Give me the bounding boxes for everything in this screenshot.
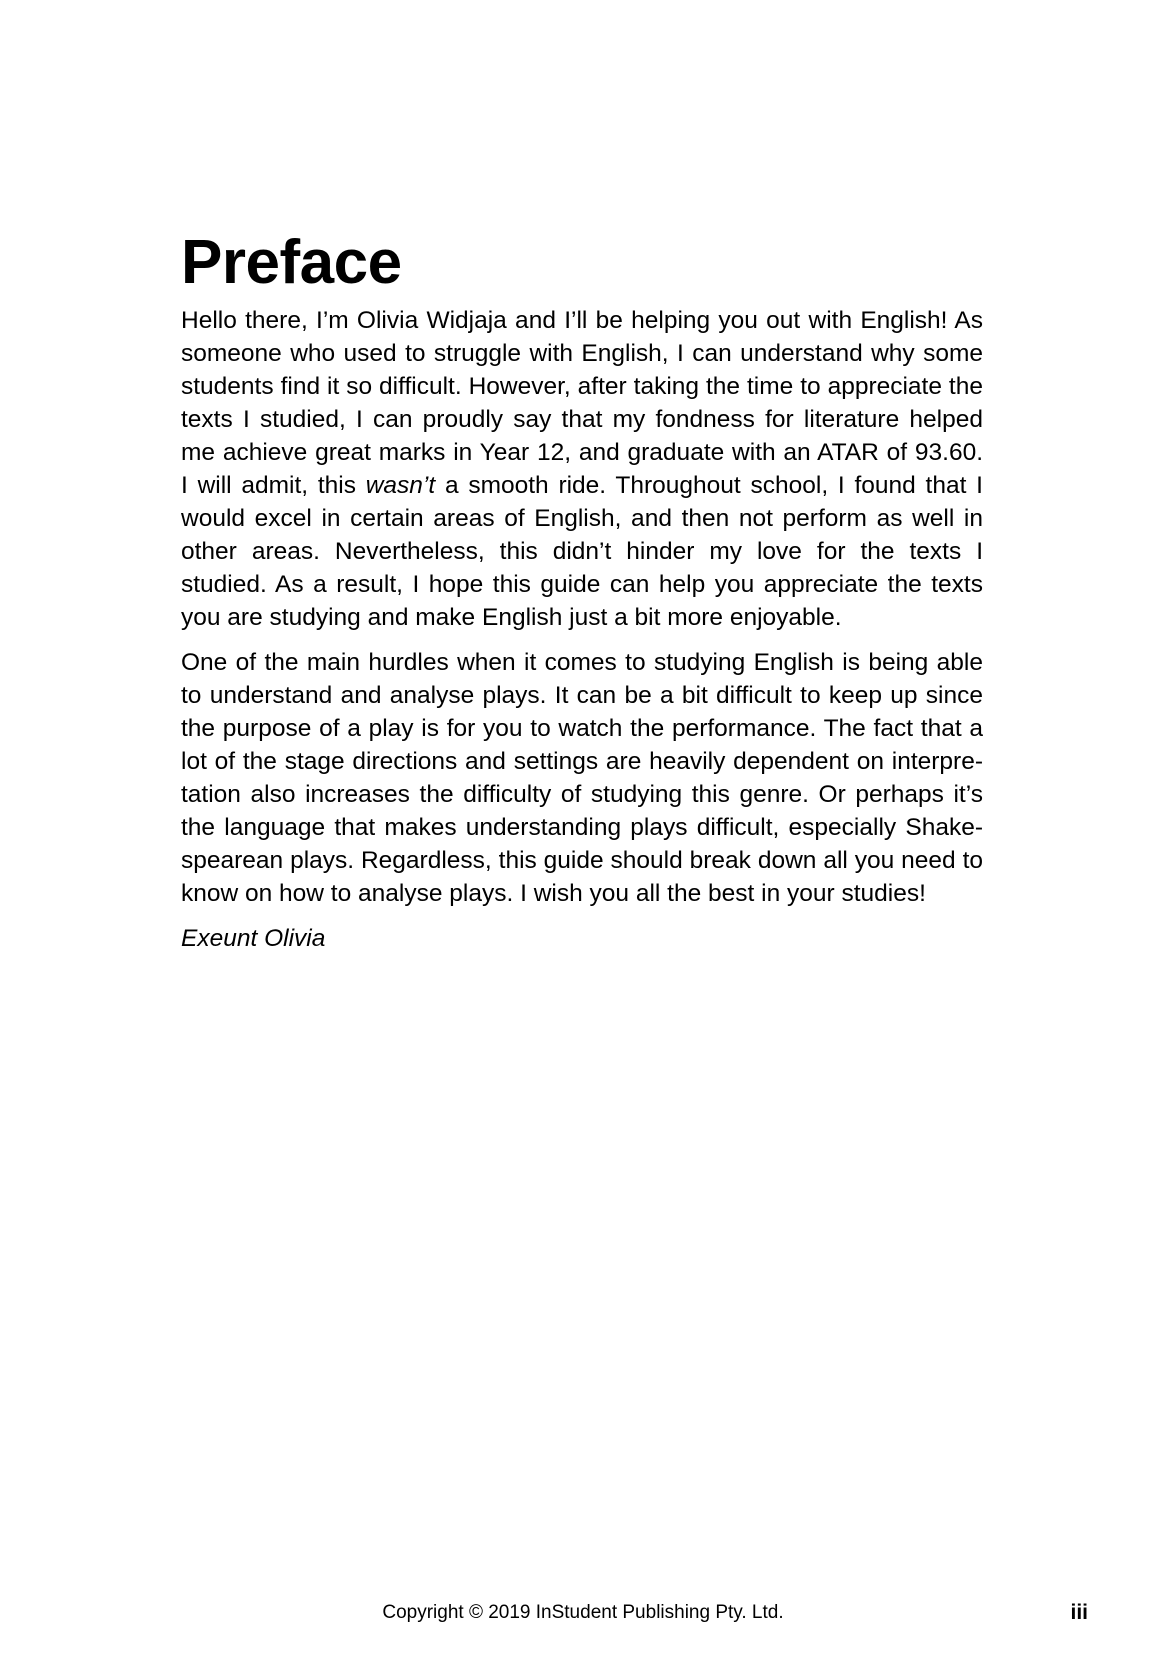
copyright-notice: Copyright © 2019 InStudent Publishing Pty. Ltd.	[382, 1602, 784, 1623]
paragraph-plays: One of the main hurdles when it comes to studying English is being able to understand and analyse plays. It can be a bit difficult to keep up since the purpose of a play is for you to watch the performance. The fact that a lot of the stage directions and settings are heavily dependent on interpretation also increases the difficulty of studying this genre. Or perhaps it’s the language that makes understanding plays difficult, especially Shakespearean plays. Regardless, this guide should break down all you need to know on how to analyse plays. I wish you all the best in your studies!	[181, 649, 983, 907]
paragraph-intro-after: a smooth ride. Throughout school, I found that I would excel in certain areas of English, and then not perform as well in other areas. Nevertheless, this didn’t hinder my love for the texts I studied. As a result, I hope this guide can help you appreciate the texts you are studying and make English just a bit more enjoyable.	[181, 472, 983, 631]
paragraph-intro-before: Hello there, I’m Olivia Widjaja and I’ll be helping you out with English! As someone who used to struggle with English, I can understand why some students find it so difficult. However, after taking the time to appreciate the texts I studied, I can proudly say that my fondness for literature helped me achieve great marks in Year 12, and graduate with an ATAR of 93.60. I will admit, this	[181, 307, 983, 499]
page-footer	[0, 1598, 1166, 1628]
page-title: Preface	[181, 228, 402, 297]
paragraph-intro	[181, 304, 983, 634]
preface-content	[181, 228, 983, 955]
emphasis-text: wasn’t	[365, 472, 436, 499]
page-number: iii	[1070, 1601, 1088, 1624]
signoff: Exeunt Olivia	[181, 925, 326, 952]
